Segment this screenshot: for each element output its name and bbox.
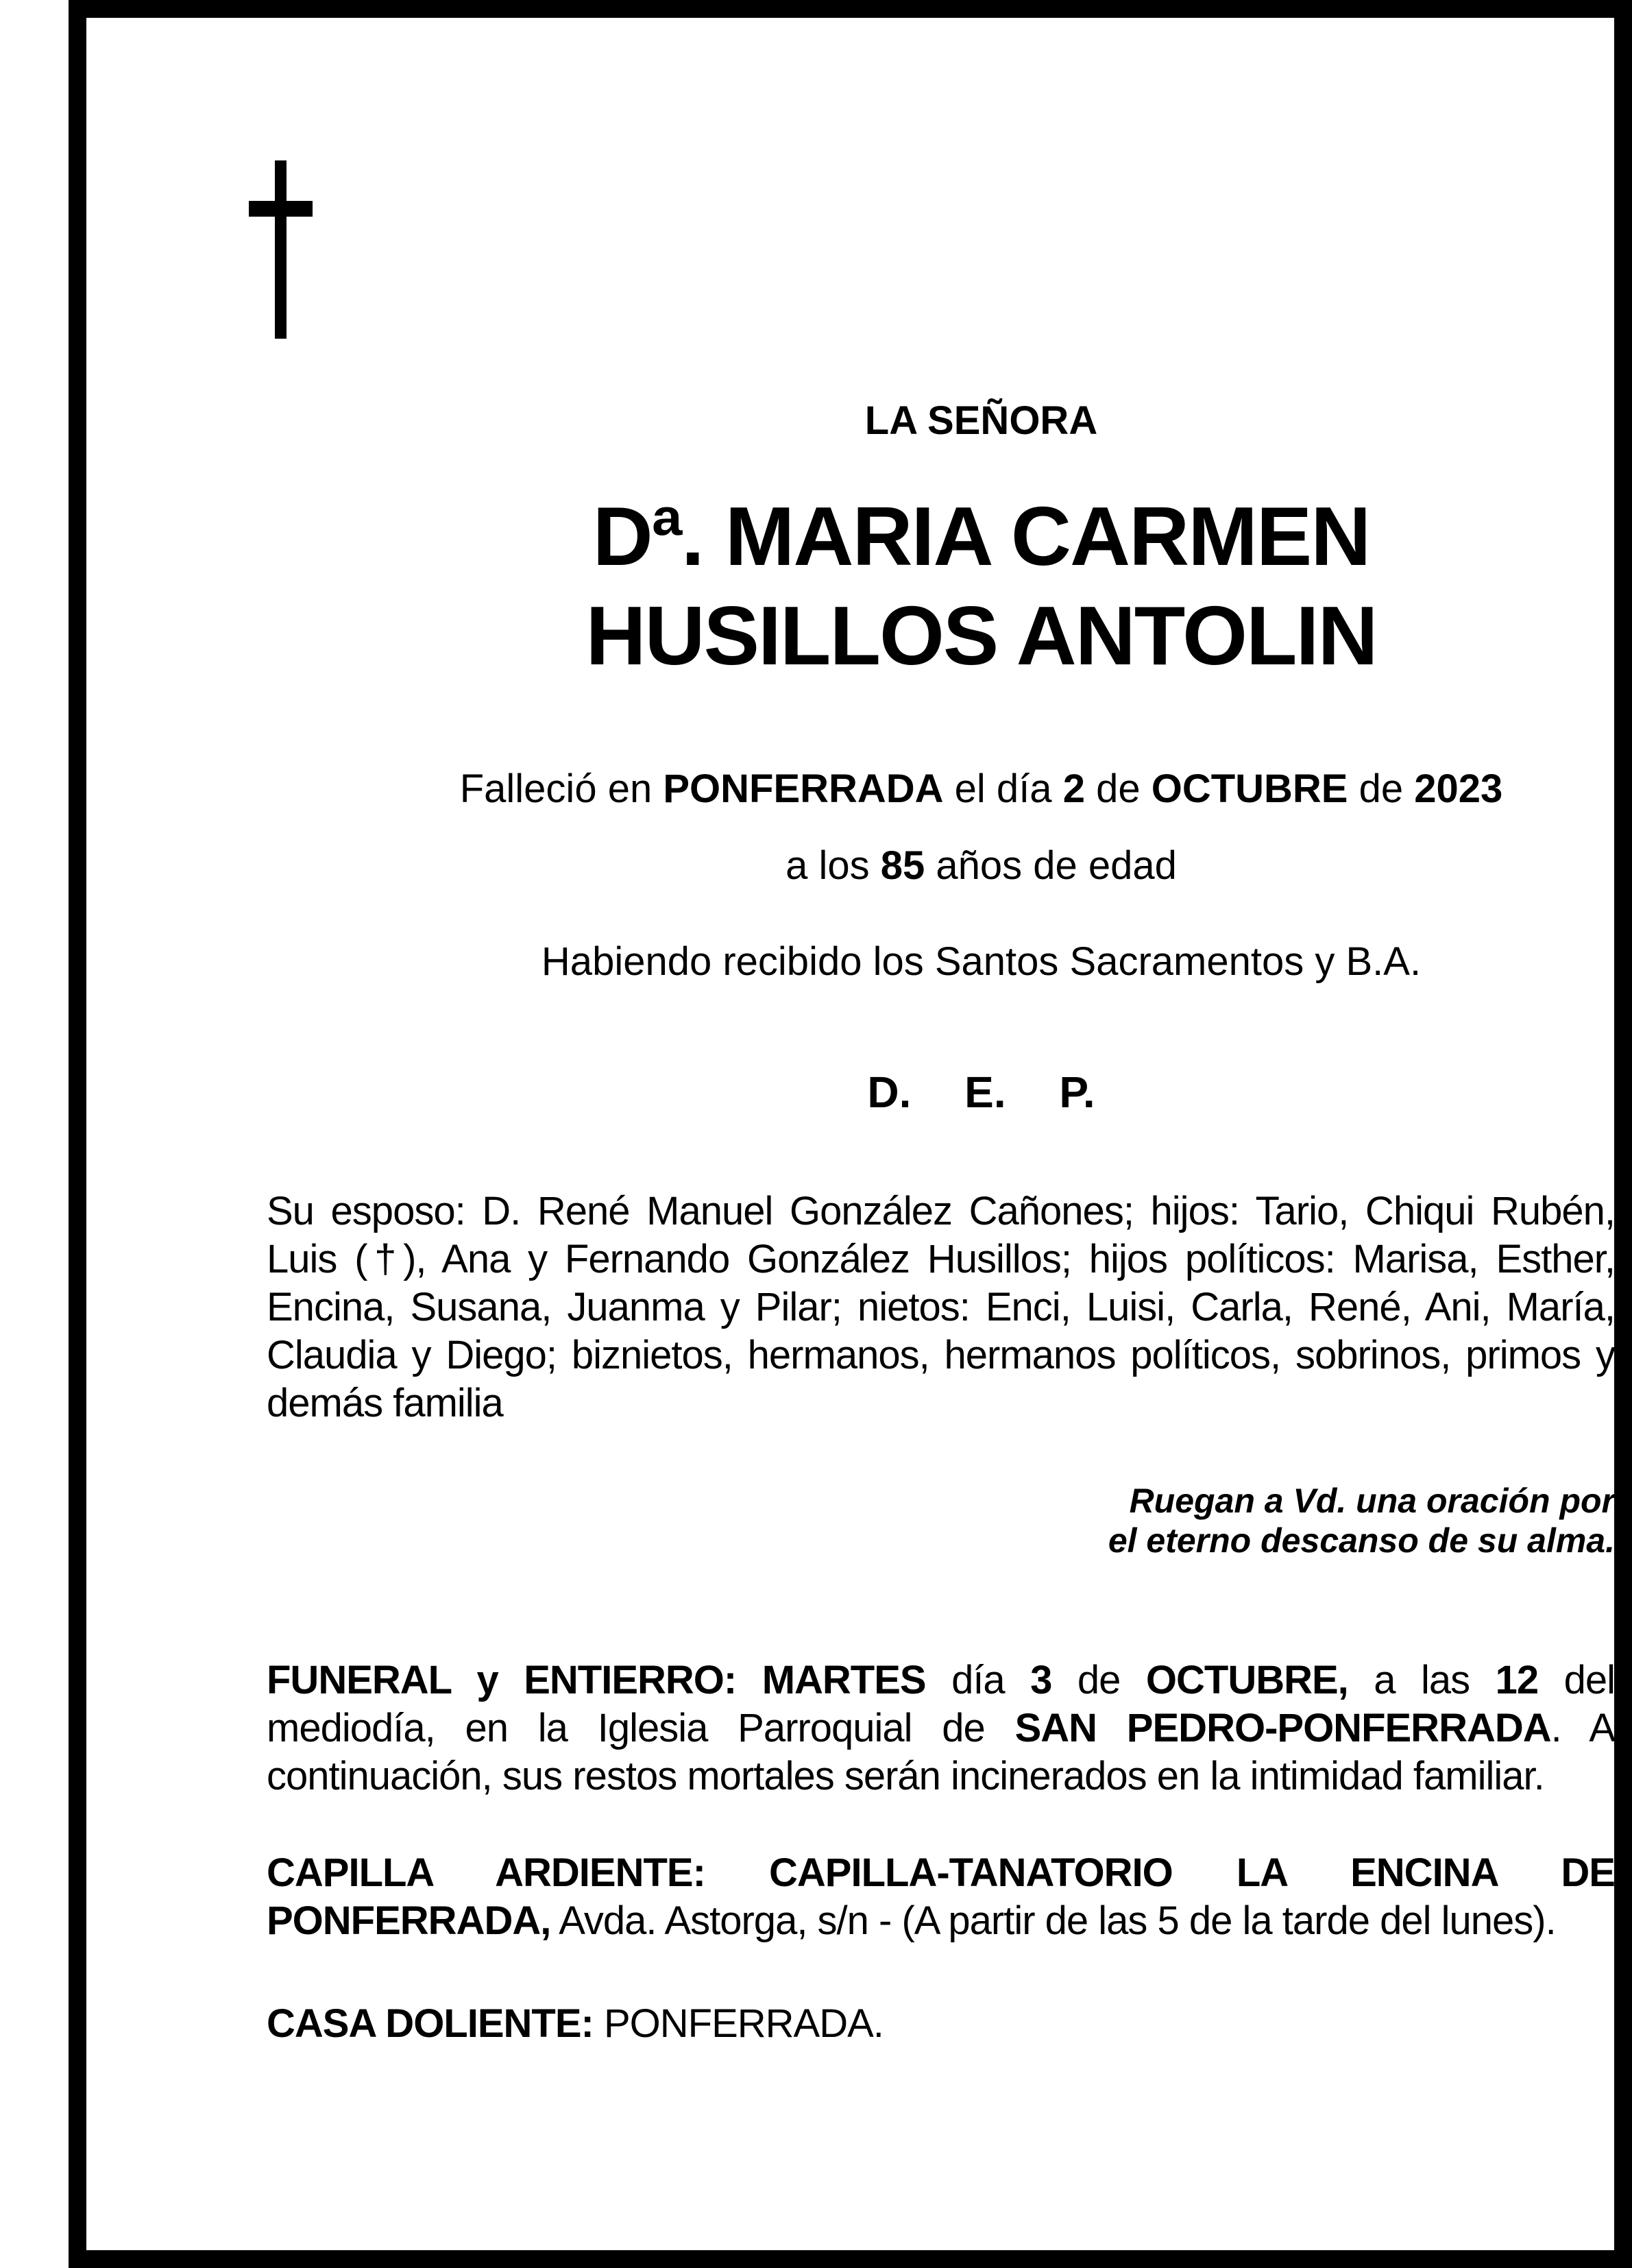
prayer-line2: el eterno descanso de su alma.: [1108, 1521, 1615, 1560]
age-line: a los 85 años de edad: [785, 843, 1177, 888]
deceased-name: [348, 487, 1615, 686]
family-paragraph: Su esposo: D. René Manuel González Cañones; hijos: Tario, Chiqui Rubén, Luis (†), Ana y Fernando González Husillos; hijos políticos: Marisa, Esther, Encina, Susana, Juanma y Pilar; nietos: Enci, Luisi, Carla, René, Ani, María, Claudia y Diego; biznietos, hermanos, hermanos políticos, sobrinos, primos y demás familia: [267, 1189, 1615, 1425]
deceased-name-line2: HUSILLOS ANTOLIN: [585, 589, 1377, 682]
border-frame: [69, 0, 1632, 2268]
mourning-home-line: CASA DOLIENTE: PONFERRADA.: [267, 2001, 884, 2046]
prayer-line1: Ruegan a Vd. una oración por: [1129, 1482, 1615, 1520]
dep-abbreviation: D. E. P.: [867, 1067, 1095, 1117]
deceased-name-line1: Dª. MARIA CARMEN: [592, 490, 1370, 583]
death-date-line: Falleció en PONFERRADA el día 2 de OCTUBRE de 2023: [459, 767, 1503, 811]
prayer-note: [267, 1481, 1615, 1560]
sacraments-line: Habiendo recibido los Santos Sacramentos y B.A.: [541, 939, 1422, 984]
funeral-paragraph: FUNERAL y ENTIERRO: MARTES día 3 de OCTUBRE, a las 12 del mediodía, en la Iglesia Parroquial de SAN PEDRO-PONFERRADA. A continuación, sus restos mortales serán incinerados en la intimidad familiar.: [267, 1658, 1616, 1798]
latin-cross-icon: [249, 160, 313, 339]
honorific: LA SEÑORA: [864, 398, 1098, 443]
chapel-paragraph: CAPILLA ARDIENTE: CAPILLA-TANATORIO LA ENCINA DE PONFERRADA, Avda. Astorga, s/n - (A partir de las 5 de la tarde del lunes).: [267, 1850, 1615, 1943]
